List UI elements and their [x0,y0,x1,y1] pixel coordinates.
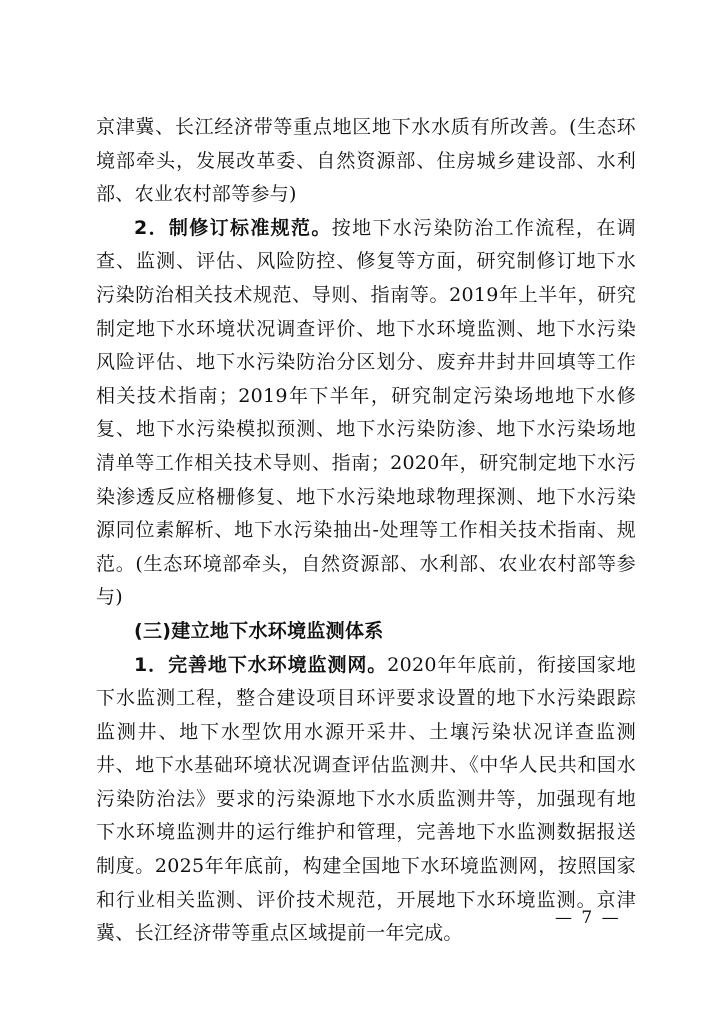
monitoring-text: 2020年年底前，衔接国家地下水监测工程，整合建设项目环评要求设置的地下水污染跟踪监测井、地下水型饮用水源开采井、土壤污染状况详查监测井、地下水基础环境状况调查评估监测井、《中华人民共和国水污染防治法》要求的污染源地下水水质监测井等，加强现有地下水环境监测井的运行维护和管理，完善地下水监测数据报送制度。2025年年底前，构建全国地下水环境监测网，按照国家和行业相关监测、评价技术规范，开展地下水环境监测。京津冀、长江经济带等重点区域提前一年完成。 [96,653,636,945]
standards-lead: 2．制修订标准规范。 [134,216,332,239]
page-number: — 7 — [555,908,621,928]
document-body [96,111,636,951]
standards-text: 按地下水污染防治工作流程，在调查、监测、评估、风险防控、修复等方面，研究制修订地下水污染防治相关技术规范、导则、指南等。2019年上半年，研究制定地下水环境状况调查评价、地下水环境监测、地下水污染风险评估、地下水污染防治分区划分、废弃井封井回填等工作相关技术指南；2019年下半年，研究制定污染场地地下水修复、地下水污染模拟预测、地下水污染防渗、地下水污染场地清单等工作相关技术导则、指南；2020年，研究制定地下水污染渗透反应格栅修复、地下水污染地球物理探测、地下水污染源同位素解析、地下水污染抽出-处理等工作相关技术指南、规范。(生态环境部牵头，自然资源部、水利部、农业农村部等参与) [96,216,636,609]
paragraph-standards [96,212,636,615]
paragraph-monitoring-network [96,649,636,951]
paragraph-continuation: 京津冀、长江经济带等重点地区地下水水质有所改善。(生态环境部牵头，发展改革委、自然资源部、住房城乡建设部、水利部、农业农村部等参与) [96,116,636,206]
section-heading: (三)建立地下水环境监测体系 [134,619,384,642]
monitoring-lead: 1．完善地下水环境监测网。 [134,653,388,676]
